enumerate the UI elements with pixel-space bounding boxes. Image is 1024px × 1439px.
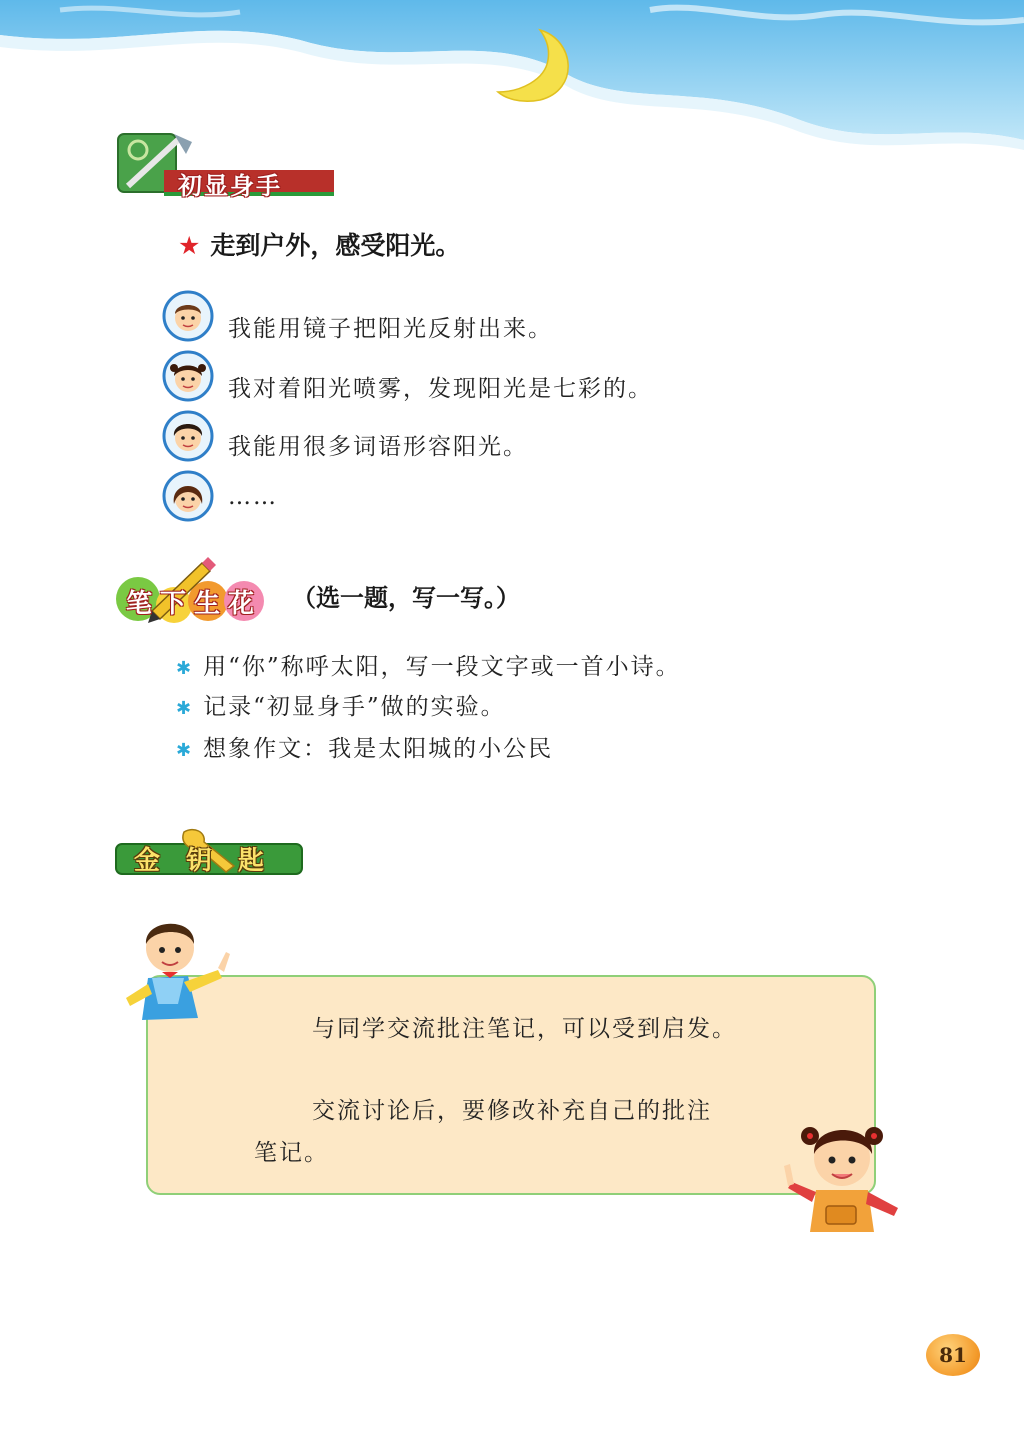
asterisk-bullet-icon: ✱ bbox=[176, 658, 194, 679]
section-badge-label: 金钥匙 bbox=[134, 846, 291, 876]
speech-line: …… bbox=[228, 484, 278, 510]
girl-avatar-icon bbox=[162, 350, 214, 402]
boy-avatar-icon bbox=[162, 410, 214, 462]
star-icon: ★ bbox=[178, 231, 201, 260]
section-badge-first-try bbox=[114, 128, 336, 200]
speech-line: 我能用镜子把阳光反射出来。 bbox=[228, 316, 553, 342]
boy-avatar-icon bbox=[162, 290, 214, 342]
task-item: ✱ 记录“初显身手”做的实验。 bbox=[176, 694, 506, 720]
section-badge-writing bbox=[112, 555, 282, 627]
section-badge-label: 初显身手 bbox=[178, 172, 282, 200]
asterisk-bullet-icon: ✱ bbox=[176, 740, 194, 761]
task-item: ✱ 用“你”称呼太阳，写一段文字或一首小诗。 bbox=[176, 654, 681, 680]
tip-line: 交流讨论后，要修改补充自己的批注 bbox=[312, 1098, 712, 1124]
section-heading: ★ 走到户外，感受阳光。 bbox=[178, 231, 461, 260]
girl-avatar-icon bbox=[162, 470, 214, 522]
tip-line: 与同学交流批注笔记，可以受到启发。 bbox=[312, 1016, 737, 1042]
speech-line: 我能用很多词语形容阳光。 bbox=[228, 434, 528, 460]
tip-line: 笔记。 bbox=[254, 1140, 329, 1166]
girl-character-icon bbox=[782, 1108, 912, 1238]
page-number: 81 bbox=[926, 1334, 980, 1376]
boy-character-icon bbox=[118, 908, 238, 1028]
asterisk-bullet-icon: ✱ bbox=[176, 698, 194, 719]
speech-line: 我对着阳光喷雾，发现阳光是七彩的。 bbox=[228, 376, 653, 402]
section-badge-golden-key bbox=[114, 826, 304, 876]
section-instruction: （选一题，写一写。） bbox=[292, 584, 520, 612]
task-item: ✱ 想象作文：我是太阳城的小公民 bbox=[176, 736, 554, 762]
section-badge-label: 笔下生花 bbox=[126, 589, 263, 619]
